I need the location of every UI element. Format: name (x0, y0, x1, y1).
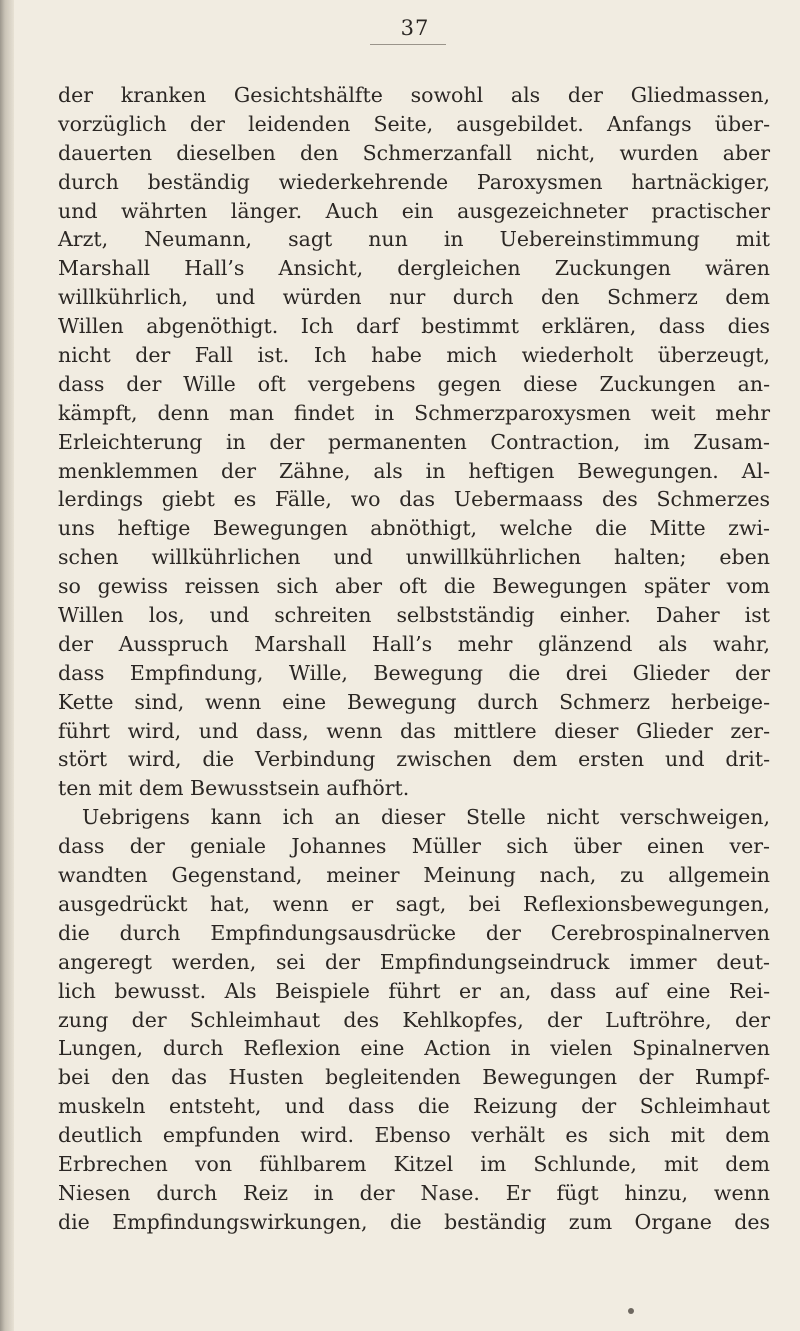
text-line: Marshall Hall’s Ansicht, dergleichen Zuckungen wären (58, 256, 770, 281)
text-line: wandten Gegenstand, meiner Meinung nach, zu allgemein (58, 863, 770, 888)
text-line: lerdings giebt es Fälle, wo das Uebermaass des Schmerzes (58, 487, 770, 512)
text-line: dass der geniale Johannes Müller sich über einen ver- (58, 834, 770, 859)
text-line: die durch Empfindungsausdrücke der Cerebrospinalnerven (58, 920, 770, 945)
text-line: angeregt werden, sei der Empfindungseindruck immer deut- (58, 949, 770, 974)
text-line: kämpft, denn man findet in Schmerzparoxysmen weit mehr (58, 400, 770, 425)
text-line: Kette sind, wenn eine Bewegung durch Schmerz herbeige- (58, 689, 770, 714)
page-number: 37 (400, 16, 430, 40)
text-line: willkührlich, und würden nur durch den Schmerz dem (58, 285, 770, 310)
text-line: muskeln entsteht, und dass die Reizung der Schleimhaut (58, 1094, 770, 1119)
text-line: durch beständig wiederkehrende Paroxysmen hartnäckiger, (58, 169, 770, 194)
text-line: deutlich empfunden wird. Ebenso verhält es sich mit dem (58, 1123, 770, 1148)
text-line: so gewiss reissen sich aber oft die Bewegungen später vom (58, 574, 770, 599)
text-line: stört wird, die Verbindung zwischen dem ersten und drit- (58, 747, 770, 772)
text-line: schen willkührlichen und unwillkührlichen halten; eben (58, 545, 770, 570)
text-line: der Ausspruch Marshall Hall’s mehr glänzend als wahr, (58, 631, 770, 656)
body-text (58, 81, 770, 1237)
text-line: Erleichterung in der permanenten Contraction, im Zusam- (58, 429, 770, 454)
text-line: dass der Wille oft vergebens gegen diese Zuckungen an- (58, 371, 770, 396)
text-line: ausgedrückt hat, wenn er sagt, bei Reflexionsbewegungen, (58, 891, 770, 916)
text-line-paragraph-start: Uebrigens kann ich an dieser Stelle nicht verschweigen, (82, 805, 770, 830)
text-line: lich bewusst. Als Beispiele führt er an, dass auf eine Rei- (58, 978, 770, 1003)
text-line: menklemmen der Zähne, als in heftigen Bewegungen. Al- (58, 458, 770, 483)
text-line: bei den das Husten begleitenden Bewegungen der Rumpf- (58, 1065, 770, 1090)
text-line: dauerten dieselben den Schmerzanfall nicht, wurden aber (58, 140, 770, 165)
text-line: die Empfindungswirkungen, die beständig zum Organe des (58, 1209, 770, 1234)
text-line: und währten länger. Auch ein ausgezeichneter practischer (58, 198, 770, 223)
header-rule (370, 44, 446, 45)
text-line: führt wird, und dass, wenn das mittlere dieser Glieder zer- (58, 718, 770, 743)
text-line: uns heftige Bewegungen abnöthigt, welche die Mitte zwi- (58, 516, 770, 541)
text-line: vorzüglich der leidenden Seite, ausgebildet. Anfangs über- (58, 111, 770, 136)
text-line: nicht der Fall ist. Ich habe mich wiederholt überzeugt, (58, 343, 770, 368)
text-line: Erbrechen von fühlbarem Kitzel im Schlunde, mit dem (58, 1151, 770, 1176)
text-line: dass Empfindung, Wille, Bewegung die drei Glieder der (58, 660, 770, 685)
text-line: Arzt, Neumann, sagt nun in Uebereinstimmung mit (58, 227, 770, 252)
text-line: Niesen durch Reiz in der Nase. Er fügt hinzu, wenn (58, 1180, 770, 1205)
text-line: Willen los, und schreiten selbstständig einher. Daher ist (58, 603, 770, 628)
text-line-paragraph-end: ten mit dem Bewusstsein aufhört. (58, 776, 410, 801)
text-line: Lungen, durch Reflexion eine Action in vielen Spinalnerven (58, 1036, 770, 1061)
text-line: zung der Schleimhaut des Kehlkopfes, der Luftröhre, der (58, 1007, 770, 1032)
ink-dot (628, 1308, 634, 1314)
scan-edge (0, 0, 14, 1331)
text-line: der kranken Gesichtshälfte sowohl als der Gliedmassen, (58, 83, 770, 107)
text-line: Willen abgenöthigt. Ich darf bestimmt erklären, dass dies (58, 314, 770, 339)
